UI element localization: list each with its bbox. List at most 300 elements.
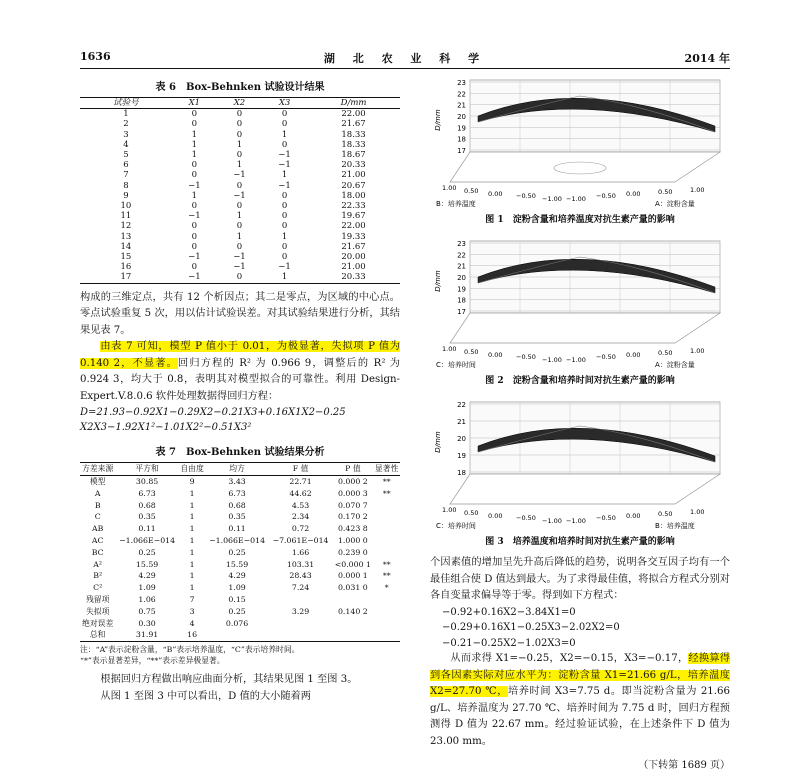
table7-cell xyxy=(373,511,400,523)
axis-tick-label: 0.00 xyxy=(488,512,503,520)
table7-cell: A² xyxy=(93,559,103,569)
table6-row xyxy=(80,252,400,262)
figure-caption: 图 3 培养温度和培养时间对抗生素产量的影响 xyxy=(485,537,675,547)
table6 xyxy=(80,97,400,284)
left-column xyxy=(80,72,400,705)
axis-tick-label: 0.50 xyxy=(658,510,673,518)
table7-cell: 9 xyxy=(189,476,195,486)
table7-row xyxy=(80,594,400,606)
table7-cell: 0.75 xyxy=(138,606,156,616)
table6-row xyxy=(80,191,400,201)
table6-cell: 1 xyxy=(191,129,198,140)
table6-cell: 0 xyxy=(191,221,198,232)
regression-equation-line2: X2X3−1.92X1²−1.01X2²−0.51X3² xyxy=(80,422,252,434)
table6-cell: 0 xyxy=(191,109,198,120)
table7-cell: 0.000 2 xyxy=(337,476,368,486)
table7-row xyxy=(80,535,400,547)
table6-cell: 22.33 xyxy=(341,201,366,212)
table7-cell: B xyxy=(94,500,101,510)
table6-cell: −1 xyxy=(233,170,246,181)
table7-cell: 1 xyxy=(189,512,195,522)
table6-row xyxy=(80,272,400,283)
y-axis-label: C：培养时间 xyxy=(436,361,476,369)
table7-cell: 1 xyxy=(189,535,195,545)
table7-cell: 0.30 xyxy=(138,618,156,628)
table7-cell: 0.423 8 xyxy=(337,524,368,534)
left-paragraph-3: 根据回归方程做出响应曲面分析，其结果见图 1 至图 3。 xyxy=(100,674,358,686)
table7-cell: 1 xyxy=(189,559,195,569)
table7-cell: 44.62 xyxy=(289,488,312,498)
z-tick-label: 21 xyxy=(457,418,466,426)
table6-cell: 0 xyxy=(281,190,288,201)
table7-cell: 4 xyxy=(189,618,195,628)
table7-cell: 失拟项 xyxy=(85,606,110,616)
table7-cell: 4.29 xyxy=(228,571,246,581)
table7-cell: 0.000 1 xyxy=(337,571,368,581)
axis-tick-label: 0.50 xyxy=(464,348,479,356)
y-axis-label: B：培养温度 xyxy=(436,200,476,208)
table7-cell: 残留项 xyxy=(85,594,110,604)
right-paragraph-1: 个因素值的增加呈先升高后降低的趋势，说明各交互因子均有一个最佳组合使 D 值达到最大。为了求得最佳值，将拟合方程式分别对各自变量求偏导等于零。得到如下方程式： xyxy=(430,557,730,601)
z-tick-label: 17 xyxy=(457,308,466,316)
table6-cell: 0 xyxy=(281,241,288,252)
table7-cell: B² xyxy=(93,571,103,581)
table7-cell: 3.43 xyxy=(228,476,246,486)
z-tick-label: 20 xyxy=(457,435,466,443)
table6-cell: 0 xyxy=(281,201,288,212)
z-tick-label: 19 xyxy=(457,452,466,460)
table6-cell: 9 xyxy=(123,190,129,201)
axis-tick-label: 1.00 xyxy=(442,506,457,514)
table7-note xyxy=(80,644,400,666)
table6-cell: 21.00 xyxy=(341,170,366,181)
axis-tick-label: −0.50 xyxy=(516,353,536,361)
table6-cell: 1 xyxy=(236,211,243,222)
running-header xyxy=(80,50,730,66)
axis-tick-label: 0.00 xyxy=(488,190,503,198)
table6-cell: 16 xyxy=(120,262,132,273)
table6-cell: 18.00 xyxy=(341,190,366,201)
table7-cell: 30.85 xyxy=(135,476,159,486)
z-tick-label: 19 xyxy=(457,124,466,133)
table7-cell: 模型 xyxy=(89,476,106,486)
table6-cell: 0 xyxy=(236,150,243,161)
table7-row xyxy=(80,475,400,487)
table6-cell: 1 xyxy=(281,170,288,181)
z-tick-label: 18 xyxy=(457,469,466,477)
z-tick-label: 20 xyxy=(457,113,466,121)
year: 2014 年 xyxy=(684,52,730,65)
table6-cell: 22.00 xyxy=(341,221,366,232)
plot-floor xyxy=(450,474,720,504)
table7-cell: 15.59 xyxy=(225,559,249,569)
z-tick-label: 21 xyxy=(457,101,466,110)
table6-cell: 20.00 xyxy=(341,252,366,263)
table6-header-cell: X3 xyxy=(278,98,291,108)
table7-cell: 1.66 xyxy=(291,547,310,557)
table7-cell: −1.066E−014 xyxy=(119,535,176,545)
table6-cell: 18.33 xyxy=(341,139,366,150)
x-axis-label: A：淀粉含量 xyxy=(655,200,695,208)
surface-plot xyxy=(430,233,730,371)
table7-row xyxy=(80,547,400,559)
partial-derivative-eq-2: −0.29+0.16X1−0.25X3−2.02X2=0 xyxy=(442,622,620,633)
z-tick-label: 21 xyxy=(457,262,466,271)
table7-row xyxy=(80,629,400,641)
table6-caption: 表 6 Box-Behnken 试验设计结果 xyxy=(155,82,325,93)
continued-note: （下转第 1689 页） xyxy=(638,760,730,771)
table6-cell: −1 xyxy=(233,262,246,273)
table7-cell: AB xyxy=(91,524,104,534)
x-axis-label: A：淀粉含量 xyxy=(655,361,695,369)
table7-cell: 7 xyxy=(189,594,195,604)
table7-cell xyxy=(373,606,400,618)
table7-cell xyxy=(269,618,332,630)
table6-cell: 0 xyxy=(281,221,288,232)
z-tick-label: 22 xyxy=(457,251,466,260)
z-tick-label: 22 xyxy=(457,401,466,409)
table7-cell: 0.68 xyxy=(138,500,156,510)
table7-cell: 15.59 xyxy=(135,559,159,569)
table7-cell: 16 xyxy=(187,630,198,640)
table6-cell: 1 xyxy=(281,231,288,242)
axis-tick-label: 0.50 xyxy=(658,349,673,357)
table6-cell: 6 xyxy=(123,160,129,171)
table7-cell: 0.239 0 xyxy=(337,547,368,557)
table7-cell: 6.73 xyxy=(138,488,156,498)
table7-cell: 1.06 xyxy=(138,594,156,604)
table6-cell: 0 xyxy=(281,139,288,150)
table6-cell: 20.67 xyxy=(341,180,366,191)
table7-cell: 22.71 xyxy=(289,476,312,486)
table6-row xyxy=(80,160,400,170)
table7-cell xyxy=(373,594,400,606)
table7-cell xyxy=(332,594,373,606)
table7-cell: 0.68 xyxy=(228,500,246,510)
right-paragraph-2 xyxy=(430,651,730,750)
table7-cell: AC xyxy=(91,535,104,545)
table6-cell: 5 xyxy=(123,150,129,161)
axis-tick-label: −1.00 xyxy=(542,517,562,525)
table7-cell xyxy=(269,594,332,606)
table6-cell: −1 xyxy=(278,180,291,191)
table6-row xyxy=(80,262,400,272)
table6-cell: −1 xyxy=(188,272,201,283)
table6-cell: 0 xyxy=(236,119,243,130)
table6-cell: 3 xyxy=(123,129,129,140)
table6-cell: 1 xyxy=(236,231,243,242)
axis-tick-label: −0.50 xyxy=(516,514,536,522)
table7-row xyxy=(80,618,400,630)
table6-cell: 0 xyxy=(236,201,243,212)
table6-cell: 0 xyxy=(191,201,198,212)
table6-cell: −1 xyxy=(278,150,291,161)
partial-derivative-eq-3: −0.21−0.25X2−1.02X3=0 xyxy=(442,637,576,649)
z-tick-label: 20 xyxy=(457,274,466,282)
table7-cell xyxy=(269,629,332,641)
right-paragraph-2-start: 从而求得 X1=−0.25，X2=−0.15，X3=−0.17， xyxy=(450,653,689,664)
table7-cell xyxy=(373,500,400,512)
table7-cell: 1 xyxy=(189,547,195,557)
table6-cell: 2 xyxy=(123,119,129,130)
table6-cell: −1 xyxy=(188,180,201,191)
table6-cell: −1 xyxy=(188,211,201,222)
axis-tick-label: −0.50 xyxy=(516,192,536,200)
table7-cell: 1.000 0 xyxy=(337,535,368,545)
z-tick-label: 17 xyxy=(457,147,466,155)
table6-cell: 1 xyxy=(281,272,288,283)
axis-tick-label: 0.50 xyxy=(464,187,479,195)
axis-tick-label: 1.00 xyxy=(690,186,705,194)
z-tick-label: 18 xyxy=(457,135,466,144)
table6-cell: 1 xyxy=(281,129,288,140)
table7-cell: 0.11 xyxy=(228,524,246,534)
table7-cell: * xyxy=(384,583,389,593)
highlight-optimal-levels: 经换算得到各因素实际对应水平为：淀粉含量 X1=21.66 g/L，培养温度 X2=27.70 ℃， xyxy=(430,653,730,697)
header-rule xyxy=(80,68,730,69)
table7-cell: 0.15 xyxy=(228,594,246,604)
table7-cell: 绝对误差 xyxy=(82,618,114,628)
table6-cell: 0 xyxy=(191,119,198,130)
table6-cell: 18.33 xyxy=(341,129,366,140)
table7-cell: 0.031 0 xyxy=(337,583,368,593)
axis-tick-label: −0.50 xyxy=(596,514,616,522)
table6-cell: 13 xyxy=(120,231,132,242)
table7-cell: 1 xyxy=(189,488,195,498)
axis-tick-label: −1.00 xyxy=(542,195,562,203)
table7-note-2: “*”表示显著差异，“**”表示差异极显著。 xyxy=(80,656,225,666)
z-tick-label: 19 xyxy=(457,285,466,294)
table7-row xyxy=(80,582,400,594)
partial-derivative-eq-1: −0.92+0.16X2−3.84X1=0 xyxy=(442,606,576,618)
table6-cell: 21.67 xyxy=(341,241,366,252)
table7-cell: 0.72 xyxy=(291,524,310,534)
page-number: 1636 xyxy=(80,50,111,63)
table6-row xyxy=(80,181,400,191)
table7-cell: 1 xyxy=(189,583,195,593)
table6-cell: 0 xyxy=(236,109,243,120)
table6-cell: 1 xyxy=(123,109,129,120)
table6-cell: 0 xyxy=(281,119,288,130)
z-tick-label: 23 xyxy=(457,240,466,248)
table6-cell: −1 xyxy=(278,262,291,273)
table6-cell: 1 xyxy=(236,139,243,150)
table6-cell: 0 xyxy=(236,272,243,283)
table7-cell xyxy=(205,629,268,641)
left-paragraph-2 xyxy=(80,339,400,405)
table6-cell: 1 xyxy=(191,139,198,150)
table6-cell: 7 xyxy=(123,170,129,181)
table6-cell: 15 xyxy=(120,252,132,263)
axis-tick-label: −0.50 xyxy=(596,192,616,200)
table7-cell: 0.11 xyxy=(138,524,156,534)
table7-cell: 3.29 xyxy=(291,606,310,616)
table6-cell: 21.67 xyxy=(341,119,366,130)
table6-cell: 12 xyxy=(120,221,132,232)
table6-header-cell: 试验号 xyxy=(113,98,139,108)
table7-cell: 3 xyxy=(189,606,195,616)
table7-cell: 1.09 xyxy=(228,583,246,593)
table7-cell: 0.140 2 xyxy=(337,606,368,616)
table7-cell: 1 xyxy=(189,524,195,534)
table6-cell: 10 xyxy=(120,201,132,212)
table6-cell: 0 xyxy=(191,170,198,181)
z-axis-label: D/mm xyxy=(434,109,442,131)
table6-row xyxy=(80,221,400,231)
table7-cell: 28.43 xyxy=(289,571,312,581)
table7-cell: BC xyxy=(91,547,104,557)
table6-cell: 1 xyxy=(236,160,243,171)
table7-header-cell: 方差来源 xyxy=(82,464,114,474)
table7-header-cell: P 值 xyxy=(345,464,361,474)
table7-cell xyxy=(373,618,400,630)
table7-row xyxy=(80,559,400,571)
table7-cell: 2.34 xyxy=(291,512,310,522)
table7-cell: −7.061E−014 xyxy=(272,535,329,545)
paper-page xyxy=(60,38,750,771)
table7-cell: 0.25 xyxy=(228,606,246,616)
left-paragraph-2-rest: 回归方程的 R² 为 0.966 9，调整后的 R² 为 0.924 3，均大于 0.8，表明其对模型拟合的可靠性。利用 Design-Expert.V.8.0.6 软件处理数据得回归方程： xyxy=(80,357,400,402)
table7-cell: 0.076 xyxy=(225,618,249,628)
table7-cell: 0.35 xyxy=(228,512,246,522)
table6-cell: 21.00 xyxy=(341,262,366,273)
z-tick-label: 23 xyxy=(457,79,466,87)
figure-caption: 图 2 淀粉含量和培养时间对抗生素产量的影响 xyxy=(485,376,675,386)
axis-tick-label: 1.00 xyxy=(442,345,457,353)
table6-cell: 19.67 xyxy=(341,211,366,222)
table6-row xyxy=(80,119,400,129)
surface-plot xyxy=(430,394,730,532)
table7-row xyxy=(80,606,400,618)
table7-cell xyxy=(332,629,373,641)
table7-row xyxy=(80,511,400,523)
table7-row xyxy=(80,523,400,535)
axis-tick-label: −0.50 xyxy=(596,353,616,361)
table7-cell: ** xyxy=(382,559,391,569)
table6-cell: −1 xyxy=(233,252,246,263)
figure-3 xyxy=(430,394,730,532)
figure-2 xyxy=(430,233,730,371)
table7-cell: −1.066E−014 xyxy=(209,535,266,545)
table6-row xyxy=(80,242,400,252)
journal-name: 湖 北 农 业 科 学 xyxy=(323,52,487,65)
z-tick-label: 18 xyxy=(457,296,466,305)
table6-row xyxy=(80,130,400,140)
table6-row xyxy=(80,170,400,180)
table6-cell: 0 xyxy=(236,180,243,191)
axis-tick-label: −1.00 xyxy=(566,517,586,525)
table7 xyxy=(80,462,400,642)
table7-cell: 4.29 xyxy=(138,571,156,581)
table6-cell: −1 xyxy=(278,160,291,171)
table7-cell: 4.53 xyxy=(291,500,310,510)
table7-note-1: 注：“A”表示淀粉含量，“B”表示培养温度，“C”表示培养时间。 xyxy=(80,645,300,655)
axis-tick-label: −1.00 xyxy=(566,356,586,364)
table7-cell xyxy=(373,523,400,535)
table7-cell: 1 xyxy=(189,500,195,510)
table6-cell: 22.00 xyxy=(341,109,366,120)
axis-tick-label: 1.00 xyxy=(690,347,705,355)
table7-cell: 1.09 xyxy=(138,583,156,593)
z-tick-label: 22 xyxy=(457,90,466,99)
table6-cell: 1 xyxy=(191,190,198,201)
table7-cell: 6.73 xyxy=(228,488,246,498)
table7-cell: 0.35 xyxy=(138,512,156,522)
table6-cell: 14 xyxy=(120,241,132,252)
x-axis-label: B：培养温度 xyxy=(655,522,695,530)
z-axis-label: D/mm xyxy=(434,431,442,453)
table6-cell: 17 xyxy=(120,272,132,283)
table7-cell: 0.25 xyxy=(138,547,156,557)
table7-cell: 31.91 xyxy=(135,630,159,640)
axis-tick-label: 1.00 xyxy=(690,508,705,516)
table6-cell: 0 xyxy=(191,160,198,171)
table6-cell: 0 xyxy=(236,221,243,232)
table6-header-cell: X2 xyxy=(233,98,246,108)
table6-cell: −1 xyxy=(233,190,246,201)
table6-row xyxy=(80,201,400,211)
table6-row xyxy=(80,232,400,242)
table7-cell xyxy=(373,547,400,559)
table6-cell: 1 xyxy=(191,150,198,161)
figure-1 xyxy=(430,72,730,210)
z-axis-label: D/mm xyxy=(434,270,442,292)
table7-row xyxy=(80,500,400,512)
table6-cell: 0 xyxy=(191,262,198,273)
axis-tick-label: 0.50 xyxy=(464,509,479,517)
right-column xyxy=(430,72,730,771)
table7-cell: ** xyxy=(382,571,391,581)
table6-cell: 11 xyxy=(120,211,132,222)
table7-cell: 1 xyxy=(189,571,195,581)
table7-cell xyxy=(373,629,400,641)
table6-row xyxy=(80,211,400,221)
table6-cell: 19.33 xyxy=(341,231,366,242)
table6-cell: 0 xyxy=(281,109,288,120)
table7-cell: 0.070 7 xyxy=(337,500,368,510)
table7-cell: ** xyxy=(382,488,391,498)
table7-header-cell: 自由度 xyxy=(180,464,204,474)
plot-floor xyxy=(450,313,720,343)
table6-row xyxy=(80,150,400,160)
table7-header-cell: 平方和 xyxy=(135,464,159,474)
axis-tick-label: 0.50 xyxy=(658,188,673,196)
axis-tick-label: −1.00 xyxy=(566,195,586,203)
table6-cell: 0 xyxy=(281,252,288,263)
table6-header-cell: D/mm xyxy=(340,98,367,108)
figure-caption: 图 1 淀粉含量和培养温度对抗生素产量的影响 xyxy=(485,215,675,225)
right-paragraph-2-rest: 培养时间 X3=7.75 d。即当淀粉含量为 21.66 g/L、培养温度为 27.70 ℃、培养时间为 7.75 d 时，回归方程预测得 D 值为 22.67 mm。经过验证试验，在上述条件下 D 值为 23.00 mm。 xyxy=(430,686,730,747)
axis-tick-label: 0.00 xyxy=(626,190,641,198)
highlight-model-significance: 由表 7 可知，模型 P 值小于 0.01，为极显著，失拟项 P 值为 0.140 2，不显著。 xyxy=(80,341,400,369)
table7-cell: C² xyxy=(93,583,103,593)
axis-tick-label: −1.00 xyxy=(542,356,562,364)
table7-cell: 7.24 xyxy=(291,583,310,593)
left-paragraph-1: 构成的三维定点，共有 12 个析因点；其二是零点，为区域的中心点。零点试验重复 5 次，用以估计试验误差。对其试验结果进行分析，其结果见表 7。 xyxy=(80,291,400,336)
table7-header-cell: F 值 xyxy=(292,464,309,474)
table6-cell: −1 xyxy=(188,252,201,263)
table7-cell: C xyxy=(94,512,101,522)
plot-floor xyxy=(450,152,720,182)
regression-equation-line1: D=21.93−0.92X1−0.29X2−0.21X3+0.16X1X2−0.25 xyxy=(80,407,346,419)
table6-cell: 4 xyxy=(123,139,129,150)
table7-header-cell: 均方 xyxy=(229,464,245,474)
table7-cell: ** xyxy=(382,476,391,486)
table7-cell: <0.000 1 xyxy=(334,559,371,569)
table7-header-cell: 显著性 xyxy=(375,464,399,474)
table6-row xyxy=(80,140,400,150)
surface-plot xyxy=(430,72,730,210)
